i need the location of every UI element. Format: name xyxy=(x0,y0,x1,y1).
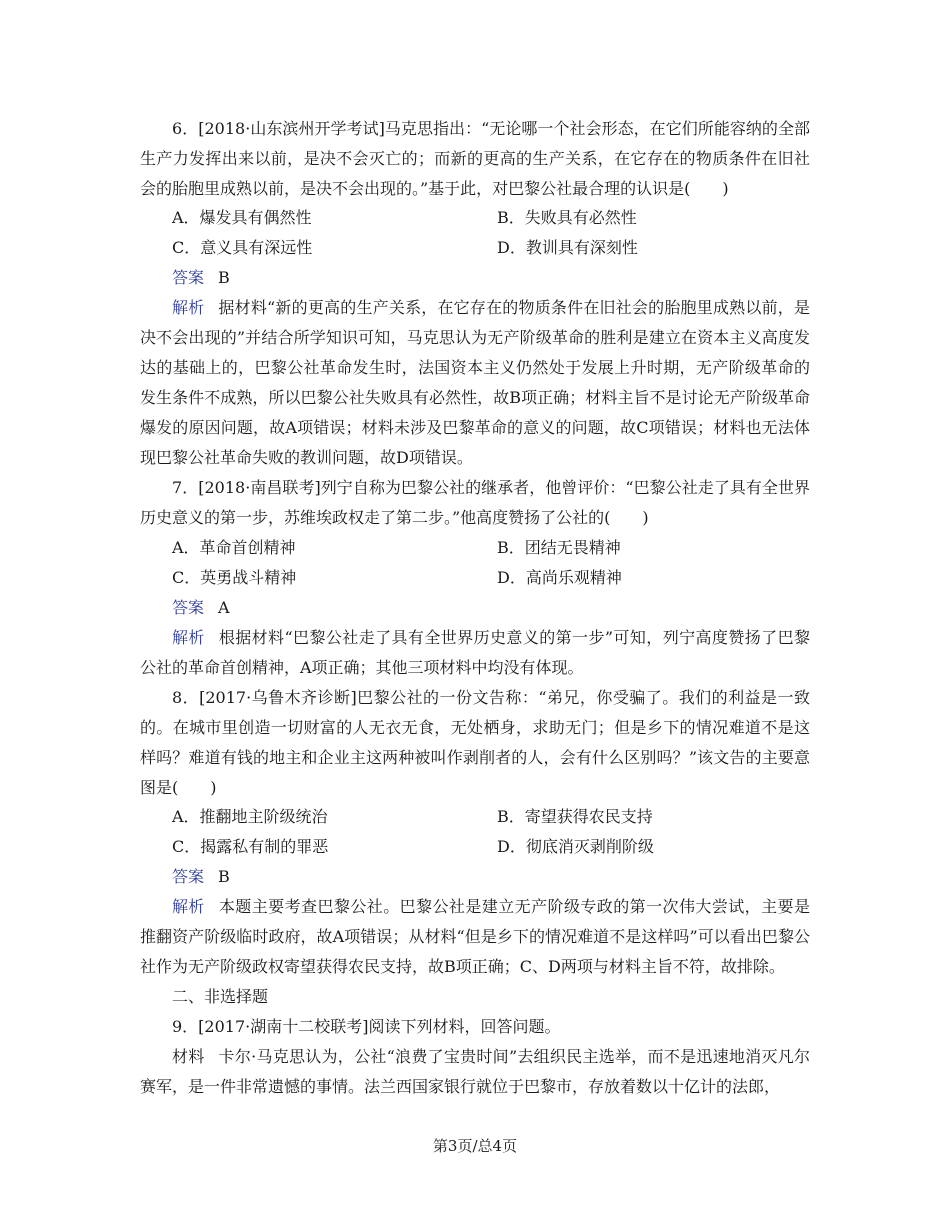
analysis-label: 解析 xyxy=(172,298,205,317)
question-8-option-c: C．揭露私有制的罪恶 xyxy=(172,837,329,856)
answer-label: 答案 xyxy=(172,268,205,287)
answer-value: A xyxy=(218,598,230,617)
section-title: 二、非选择题 xyxy=(172,987,269,1006)
question-6-answer xyxy=(172,263,230,293)
question-8-answer xyxy=(172,862,230,892)
question-6-option-c: C．意义具有深远性 xyxy=(172,238,313,257)
question-8-option-d: D．彻底消灭剥削阶级 xyxy=(497,837,654,856)
question-6-option-b: B．失败具有必然性 xyxy=(497,208,637,227)
question-8-stem: 8．[2017·乌鲁木齐诊断]巴黎公社的一份文告称：“弟兄，你受骗了。我们的利益是一致的。在城市里创造一切财富的人无衣无食，无处栖身，求助无门；但是乡下的情况难道不是这样吗？难道有钱的地主和企业主这两种被叫作剥削者的人，会有什么区别吗？”该文告的主要意图是( ) xyxy=(140,688,810,797)
answer-value: B xyxy=(218,268,230,287)
question-7-option-a: A．革命首创精神 xyxy=(172,538,296,557)
question-9-material xyxy=(140,1042,810,1102)
question-6-option-a: A．爆发具有偶然性 xyxy=(172,208,312,227)
question-7-stem: 7．[2018·南昌联考]列宁自称为巴黎公社的继承者，他曾评价：“巴黎公社走了具有全世界历史意义的第一步，苏维埃政权走了第二步。”他高度赞扬了公社的( ) xyxy=(140,478,810,527)
question-7-option-d: D．高尚乐观精神 xyxy=(497,568,622,587)
analysis-text: 本题主要考查巴黎公社。巴黎公社是建立无产阶级专政的第一次伟大尝试，主要是推翻资产阶级临时政府，故A项错误；从材料“但是乡下的情况难道不是这样吗”可以看出巴黎公社作为无产阶级政权寄望获得农民支持，故B项正确；C、D两项与材料主旨不符，故排除。 xyxy=(140,897,810,976)
analysis-text: 根据材料“巴黎公社走了具有全世界历史意义的第一步”可知，列宁高度赞扬了巴黎公社的革命首创精神，A项正确；其他三项材料中均没有体现。 xyxy=(140,628,810,677)
question-8-option-a: A．推翻地主阶级统治 xyxy=(172,807,328,826)
question-6-stem: 6．[2018·山东滨州开学考试]马克思指出：“无论哪一个社会形态，在它们所能容纳的全部生产力发挥出来以前，是决不会灭亡的；而新的更高的生产关系，在它存在的物质条件在旧社会的胎胞里成熟以前，是决不会出现的。”基于此，对巴黎公社最合理的认识是( ) xyxy=(140,119,810,198)
question-7-answer xyxy=(172,593,230,623)
answer-label: 答案 xyxy=(172,598,205,617)
question-8-analysis xyxy=(140,892,810,982)
answer-label: 答案 xyxy=(172,867,205,886)
analysis-label: 解析 xyxy=(172,897,205,916)
analysis-label: 解析 xyxy=(172,628,205,647)
question-7-analysis xyxy=(140,623,810,683)
question-7-option-c: C．英勇战斗精神 xyxy=(172,568,297,587)
question-7-option-b: B．团结无畏精神 xyxy=(497,538,621,557)
material-text: 卡尔·马克思认为，公社“浪费了宝贵时间”去组织民主选举，而不是迅速地消灭凡尔赛军，是一件非常遗憾的事情。法兰西国家银行就位于巴黎市，存放着数以十亿计的法郎， xyxy=(140,1047,810,1096)
analysis-text: 据材料“新的更高的生产关系，在它存在的物质条件在旧社会的胎胞里成熟以前，是决不会出现的”并结合所学知识可知，马克思认为无产阶级革命的胜利是建立在资本主义高度发达的基础上的，巴黎公社革命发生时，法国资本主义仍然处于发展上升时期，无产阶级革命的发生条件不成熟，所以巴黎公社失败具有必然性，故B项正确；材料主旨不是讨论无产阶级革命爆发的原因问题，故A项错误；材料未涉及巴黎革命的意义的问题，故C项错误；材料也无法体现巴黎公社革命失败的教训问题，故D项错误。 xyxy=(140,298,810,467)
question-9-stem: 9．[2017·湖南十二校联考]阅读下列材料，回答问题。 xyxy=(172,1017,561,1036)
question-6-analysis xyxy=(140,293,810,473)
question-8-option-b: B．寄望获得农民支持 xyxy=(497,807,653,826)
answer-value: B xyxy=(218,867,230,886)
question-6-option-d: D．教训具有深刻性 xyxy=(497,238,638,257)
material-label: 材料 xyxy=(172,1047,205,1066)
page-footer: 第3页/总4页 xyxy=(432,1137,518,1155)
